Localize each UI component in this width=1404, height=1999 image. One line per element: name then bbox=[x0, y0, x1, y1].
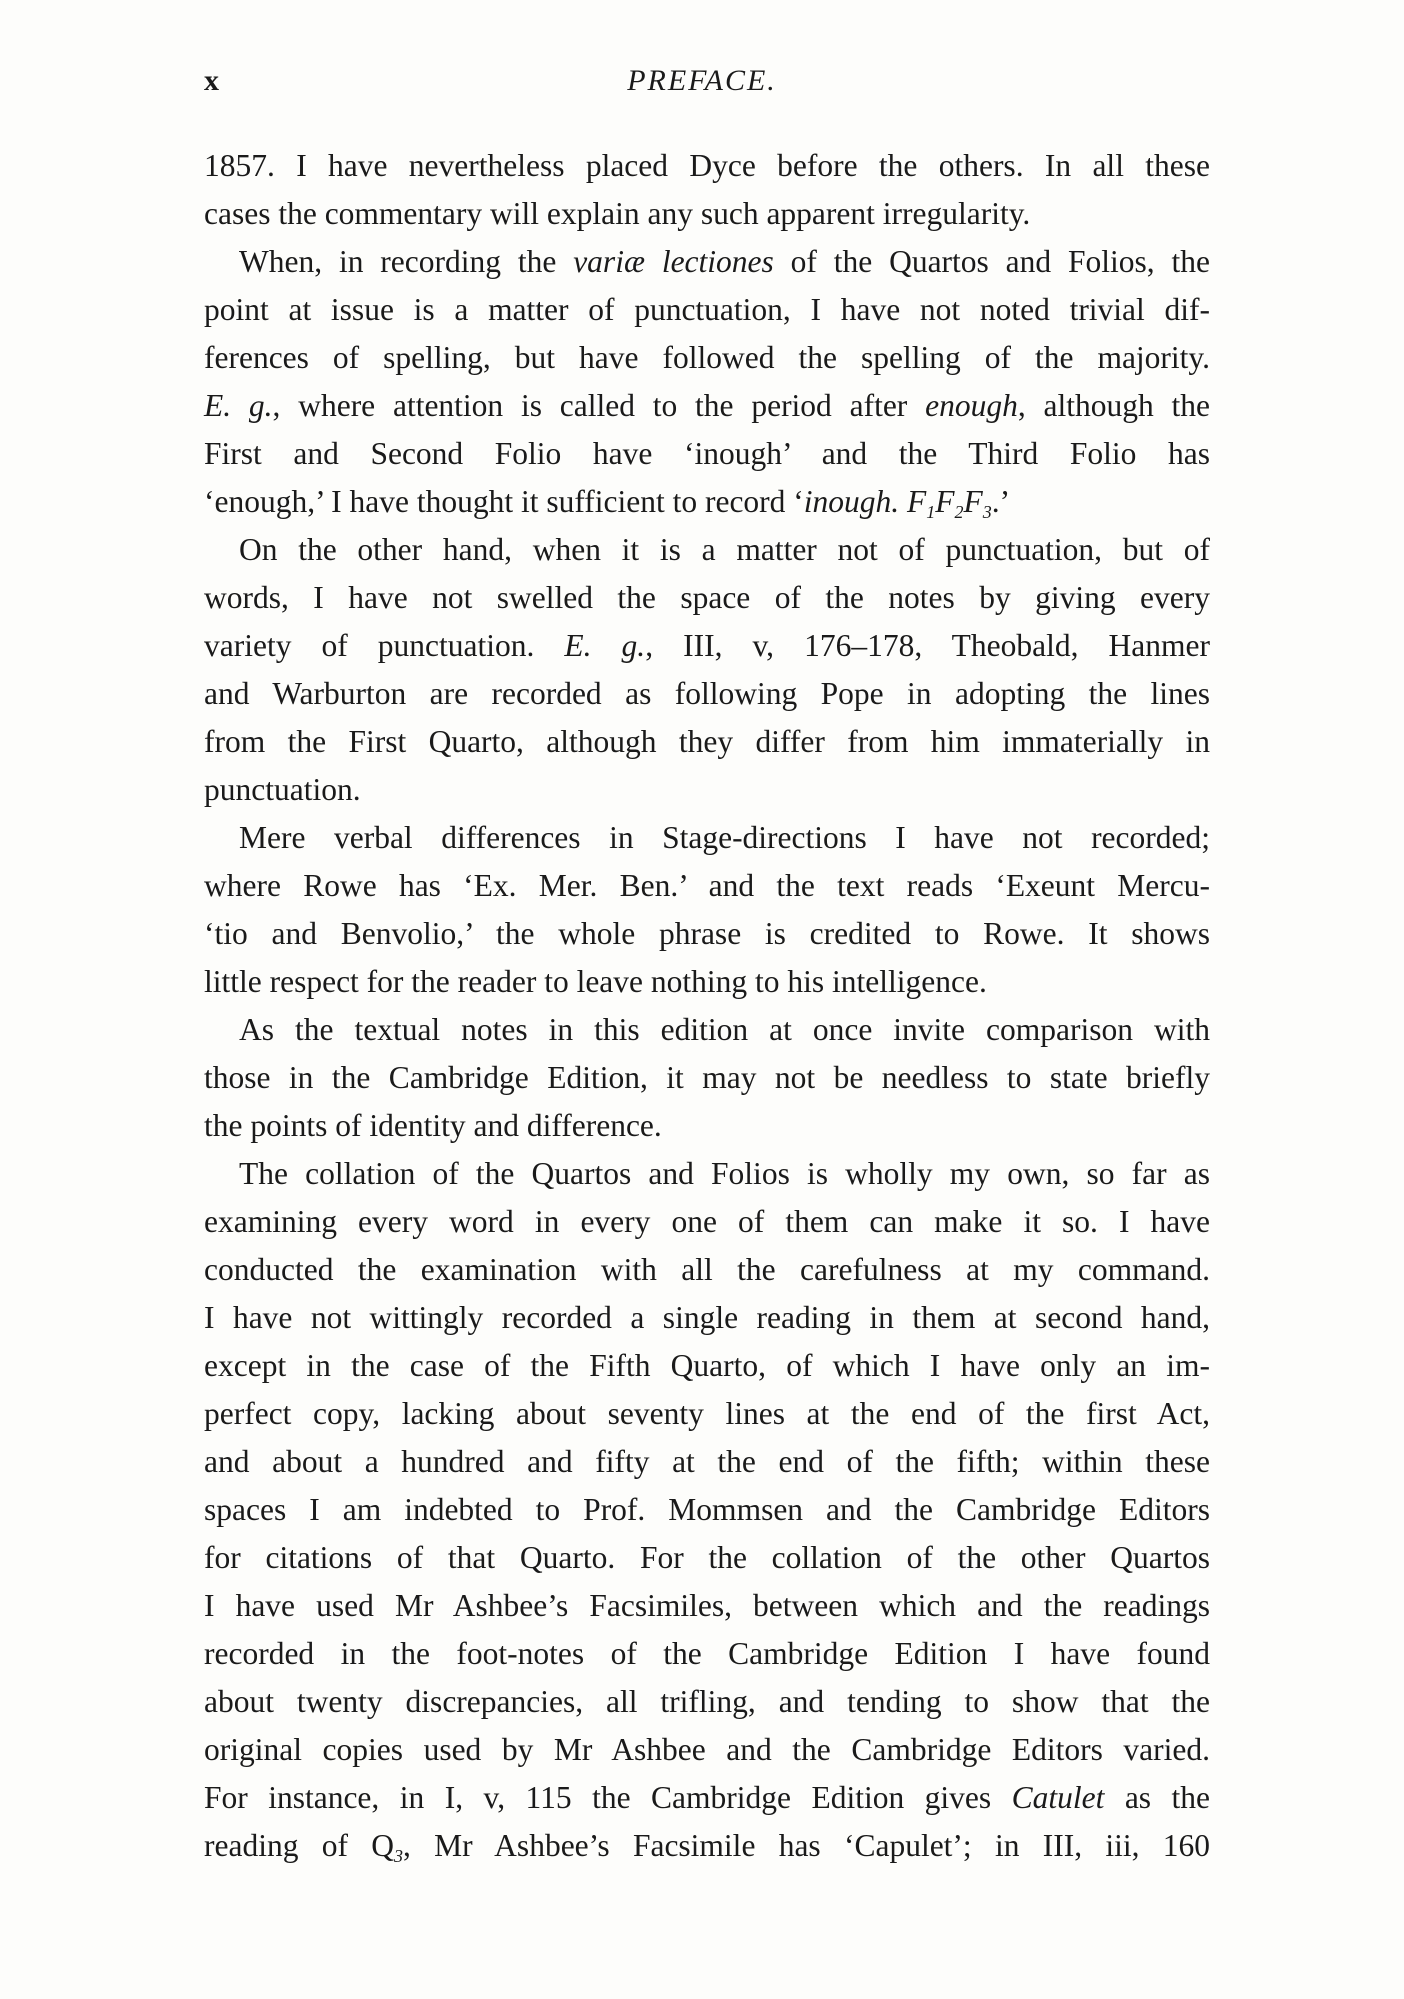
text-line bbox=[204, 910, 1210, 958]
text-span: of the Quartos and Folios, the bbox=[773, 244, 1211, 279]
text-line bbox=[204, 766, 1210, 814]
text-line bbox=[204, 1582, 1210, 1630]
italic-text: F bbox=[963, 484, 983, 519]
text-line bbox=[204, 526, 1210, 574]
text-span: The collation of the Quartos and Folios is wholly my own, so far as bbox=[239, 1156, 1210, 1191]
text-span: On the other hand, when it is a matter not of punctuation, but of bbox=[239, 532, 1210, 567]
text-line bbox=[204, 718, 1210, 766]
text-line bbox=[204, 1294, 1210, 1342]
italic-text: F bbox=[935, 484, 955, 519]
text-line bbox=[204, 670, 1210, 718]
text-span: examining every word in every one of them can make it so. I have bbox=[204, 1204, 1210, 1239]
italic-text: enough bbox=[925, 388, 1018, 423]
italic-text: Catulet bbox=[1011, 1780, 1105, 1815]
text-span: ferences of spelling, but have followed the spelling of the majority. bbox=[204, 340, 1210, 375]
text-line bbox=[204, 1198, 1210, 1246]
page-number: x bbox=[204, 64, 219, 97]
text-line bbox=[204, 190, 1210, 238]
text-span: and about a hundred and fifty at the end of the fifth; within these bbox=[204, 1444, 1210, 1479]
text-span: from the First Quarto, although they differ from him immaterially in bbox=[204, 724, 1210, 759]
body-text bbox=[204, 142, 1210, 1870]
text-line bbox=[204, 1630, 1210, 1678]
paragraph bbox=[204, 1150, 1210, 1870]
text-line bbox=[204, 1054, 1210, 1102]
text-span: conducted the examination with all the carefulness at my command. bbox=[204, 1252, 1210, 1287]
text-span: as the bbox=[1104, 1780, 1210, 1815]
text-line bbox=[204, 1678, 1210, 1726]
text-line bbox=[204, 1102, 1210, 1150]
italic-text: variæ lectiones bbox=[573, 244, 774, 279]
running-title: PREFACE. bbox=[627, 64, 777, 97]
text-line bbox=[204, 958, 1210, 1006]
text-span: original copies used by Mr Ashbee and the Cambridge Editors varied. bbox=[204, 1732, 1210, 1767]
text-span: except in the case of the Fifth Quarto, of which I have only an im- bbox=[204, 1348, 1210, 1383]
text-line bbox=[204, 1006, 1210, 1054]
subscript: 3 bbox=[982, 502, 992, 522]
text-line bbox=[204, 1774, 1210, 1822]
text-span: For instance, in I, v, 115 the Cambridge Edition gives bbox=[204, 1780, 1012, 1815]
text-line bbox=[204, 430, 1210, 478]
text-line bbox=[204, 1486, 1210, 1534]
text-line bbox=[204, 862, 1210, 910]
subscript: 2 bbox=[954, 502, 964, 522]
text-span: those in the Cambridge Edition, it may not be needless to state briefly bbox=[204, 1060, 1210, 1095]
text-line bbox=[204, 382, 1210, 430]
text-span: cases the commentary will explain any such apparent irregularity. bbox=[204, 196, 1031, 231]
text-span: First and Second Folio have ‘inough’ and the Third Folio has bbox=[204, 436, 1210, 471]
text-span: Mere verbal differences in Stage-directions I have not recorded; bbox=[239, 820, 1210, 855]
text-span: reading of Q bbox=[204, 1828, 394, 1863]
text-line bbox=[204, 622, 1210, 670]
subscript: 3 bbox=[394, 1846, 403, 1866]
text-span: perfect copy, lacking about seventy lines at the end of the first Act, bbox=[204, 1396, 1210, 1431]
text-line bbox=[204, 1726, 1210, 1774]
text-span: recorded in the foot-notes of the Cambridge Edition I have found bbox=[204, 1636, 1210, 1671]
paragraph bbox=[204, 526, 1210, 814]
paragraph bbox=[204, 142, 1210, 238]
text-line bbox=[204, 1438, 1210, 1486]
text-span: for citations of that Quarto. For the collation of the other Quartos bbox=[204, 1540, 1210, 1575]
text-span: When, in recording the bbox=[239, 244, 574, 279]
text-span: punctuation. bbox=[204, 772, 361, 807]
paragraph bbox=[204, 1006, 1210, 1150]
text-line bbox=[204, 1390, 1210, 1438]
italic-text: E. g. bbox=[204, 388, 273, 423]
text-span: point at issue is a matter of punctuation, I have not noted trivial dif- bbox=[204, 292, 1210, 327]
text-span: little respect for the reader to leave nothing to his intelligence. bbox=[204, 964, 987, 999]
italic-text: E. g. bbox=[564, 628, 646, 663]
text-span: I have not wittingly recorded a single reading in them at second hand, bbox=[204, 1300, 1210, 1335]
text-span: where Rowe has ‘Ex. Mer. Ben.’ and the text reads ‘Exeunt Mercu- bbox=[204, 868, 1210, 903]
text-line bbox=[204, 814, 1210, 862]
text-span: I have used Mr Ashbee’s Facsimiles, between which and the readings bbox=[204, 1588, 1210, 1623]
text-line bbox=[204, 1342, 1210, 1390]
text-line bbox=[204, 1534, 1210, 1582]
text-span: 1857. I have nevertheless placed Dyce before the others. In all these bbox=[204, 148, 1210, 183]
text-span: ‘enough,’ I have thought it sufficient to record ‘ bbox=[204, 484, 804, 519]
text-span: .’ bbox=[991, 484, 1011, 519]
text-span: As the textual notes in this edition at once invite comparison with bbox=[239, 1012, 1210, 1047]
text-span: , where attention is called to the period after bbox=[272, 388, 926, 423]
text-span: , III, v, 176–178, Theobald, Hanmer bbox=[645, 628, 1210, 663]
text-span: spaces I am indebted to Prof. Mommsen and the Cambridge Editors bbox=[204, 1492, 1210, 1527]
text-line bbox=[204, 1246, 1210, 1294]
text-line bbox=[204, 286, 1210, 334]
paragraph bbox=[204, 814, 1210, 1006]
text-span: , Mr Ashbee’s Facsimile has ‘Capulet’; in III, iii, 160 bbox=[403, 1828, 1210, 1863]
italic-text: inough. F bbox=[803, 484, 927, 519]
text-line bbox=[204, 1822, 1210, 1870]
text-line bbox=[204, 478, 1210, 526]
text-line bbox=[204, 334, 1210, 382]
text-span: and Warburton are recorded as following Pope in adopting the lines bbox=[204, 676, 1210, 711]
text-line bbox=[204, 142, 1210, 190]
text-span: , although the bbox=[1017, 388, 1211, 423]
text-span: words, I have not swelled the space of the notes by giving every bbox=[204, 580, 1210, 615]
text-span: the points of identity and difference. bbox=[204, 1108, 662, 1143]
paragraph bbox=[204, 238, 1210, 526]
subscript: 1 bbox=[926, 502, 936, 522]
text-line bbox=[204, 238, 1210, 286]
text-line bbox=[204, 574, 1210, 622]
text-line bbox=[204, 1150, 1210, 1198]
text-span: about twenty discrepancies, all trifling, and tending to show that the bbox=[204, 1684, 1210, 1719]
text-span: ‘tio and Benvolio,’ the whole phrase is credited to Rowe. It shows bbox=[204, 916, 1210, 951]
text-span: variety of punctuation. bbox=[204, 628, 565, 663]
